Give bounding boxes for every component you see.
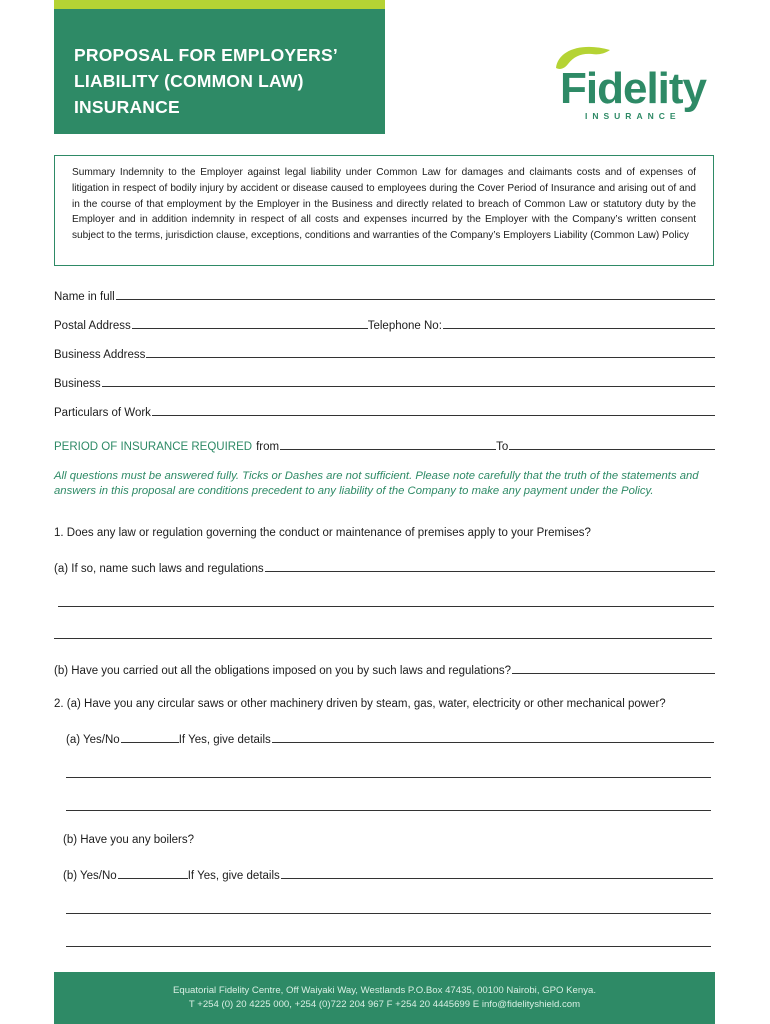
question-1: 1. Does any law or regulation governing the conduct or maintenance of premises apply to your Premises? [54,527,591,539]
question-2a-yesno-input-line[interactable] [121,741,179,743]
period-row[interactable] [54,437,715,453]
header-accent-bar [54,0,385,9]
title-line-2: LIABILITY (COMMON LAW) [74,71,304,91]
title-line-1: PROPOSAL FOR EMPLOYERS’ [74,45,338,65]
question-2a-answer-row[interactable] [66,730,714,746]
question-1b-label: (b) Have you carried out all the obligations imposed on you by such laws and regulations? [54,665,512,677]
name-label: Name in full [54,291,115,303]
question-2a-details-label: If Yes, give details [178,734,271,746]
postal-address-input-line[interactable] [132,327,368,329]
question-1b-row[interactable] [54,661,715,677]
answer-line[interactable] [66,777,711,778]
logo-tagline: INSURANCE [585,111,681,121]
logo-wordmark: Fidelity [560,64,707,113]
business-address-input-line[interactable] [146,356,715,358]
period-from-label: from [256,441,280,453]
title-block [54,9,385,134]
answer-line[interactable] [58,606,714,607]
page-title [74,42,374,120]
answer-line[interactable] [54,638,712,639]
question-2a: 2. (a) Have you any circular saws or other machinery driven by steam, gas, water, electricity or other mechanical power? [54,698,666,710]
question-2b-details-input-line[interactable] [281,877,713,879]
question-2b-yesno-label: (b) Yes/No [63,870,117,882]
telephone-label: Telephone No: [367,320,442,332]
postal-address-label: Postal Address [54,320,131,332]
notice-text: All questions must be answered fully. Ticks or Dashes are not sufficient. Please note carefully that the truth of the statements and answers in this proposal are conditions precedent to any liability of the Company to make any payment under the Policy. [54,470,699,497]
footer-contacts: T +254 (0) 20 4225 000, +254 (0)722 204 967 F +254 20 4445699 E info@fidelityshield.com [188,999,581,1010]
period-to-label: To [496,441,509,453]
business-input-line[interactable] [102,385,715,387]
question-1a-input-line[interactable] [265,570,715,572]
name-input-line[interactable] [116,298,715,300]
particulars-field[interactable] [54,403,715,419]
period-from-input-line[interactable] [280,448,496,450]
business-address-field[interactable] [54,345,715,361]
fidelity-logo [548,40,720,132]
question-2b: (b) Have you any boilers? [63,834,195,846]
period-to-input-line[interactable] [509,448,715,450]
question-2b-details-label: If Yes, give details [187,870,280,882]
particulars-input-line[interactable] [152,414,715,416]
question-2a-details-input-line[interactable] [272,741,714,743]
question-1a-row[interactable] [54,559,715,575]
question-2b-answer-row[interactable] [63,866,713,882]
answer-line[interactable] [66,946,711,947]
footer-address: Equatorial Fidelity Centre, Off Waiyaki Way, Westlands P.O.Box 47435, 00100 Nairobi, GPO Kenya. [172,985,597,996]
telephone-input-line[interactable] [443,327,715,329]
business-label: Business [54,378,101,390]
question-2b-yesno-input-line[interactable] [118,877,188,879]
business-address-label: Business Address [54,349,146,361]
question-1b-input-line[interactable] [512,672,715,674]
particulars-label: Particulars of Work [54,407,151,419]
period-label: PERIOD OF INSURANCE REQUIRED [54,441,253,453]
summary-box: Summary Indemnity to the Employer against legal liability under Common Law for damages and claimants costs and of expenses of litigation in respect of bodily injury by accident or disease caused to employees during the Cover Period of Insurance and arising out of and in the course of that employment by the Employer in the Business and directly related to breach of Common Law or statutory duty by the Employer and in addition indemnity in respect of all costs and expenses incurred by the Employer with the Company’s written consent subject to the terms, jurisdiction clause, exceptions, conditions and warranties of the Company’s Employers Liability (Common Law) Policy [54,155,714,266]
question-1a-label: (a) If so, name such laws and regulations [54,563,264,575]
business-field[interactable] [54,374,715,390]
answer-line[interactable] [66,810,711,811]
title-line-3: INSURANCE [74,97,180,117]
answer-line[interactable] [66,913,711,914]
name-field[interactable] [54,287,715,303]
postal-telephone-row[interactable] [54,316,715,332]
footer [54,972,715,1024]
question-2a-yesno-label: (a) Yes/No [66,734,120,746]
